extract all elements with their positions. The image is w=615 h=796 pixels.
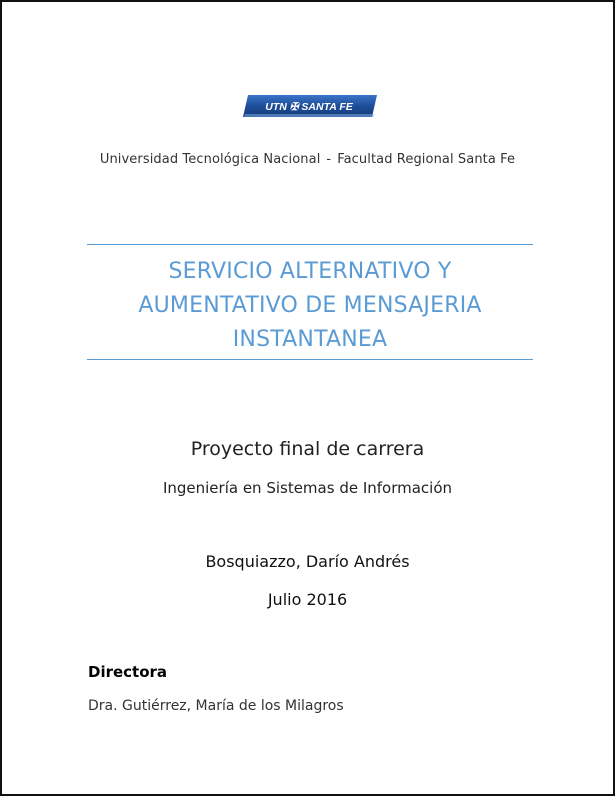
faculty-name: Facultad Regional Santa Fe <box>337 152 516 167</box>
title-line-3: INSTANTANEA <box>232 327 388 352</box>
author-name: Bosquiazzo, Darío Andrés <box>205 552 410 571</box>
logo-text: UTN ✠ SANTA FE <box>265 101 353 113</box>
degree-name: Ingeniería en Sistemas de Información <box>162 479 453 497</box>
institution-line <box>2 152 613 167</box>
director-name: Dra. Gutiérrez, María de los Milagros <box>88 698 344 714</box>
utn-logo <box>243 95 377 117</box>
document-date: Julio 2016 <box>267 590 348 609</box>
institution-separator: - <box>326 152 332 167</box>
document-title <box>87 255 533 357</box>
university-name: Universidad Tecnológica Nacional <box>99 152 321 167</box>
title-line-2: AUMENTATIVO DE MENSAJERIA <box>138 293 482 318</box>
document-subtitle: Proyecto final de carrera <box>190 438 425 460</box>
utn-logo-graphic <box>243 95 377 117</box>
title-line-1: SERVICIO ALTERNATIVO Y <box>168 259 452 284</box>
director-heading: Directora <box>88 663 168 681</box>
title-rule-top <box>87 244 533 245</box>
title-rule-bottom <box>87 359 533 360</box>
